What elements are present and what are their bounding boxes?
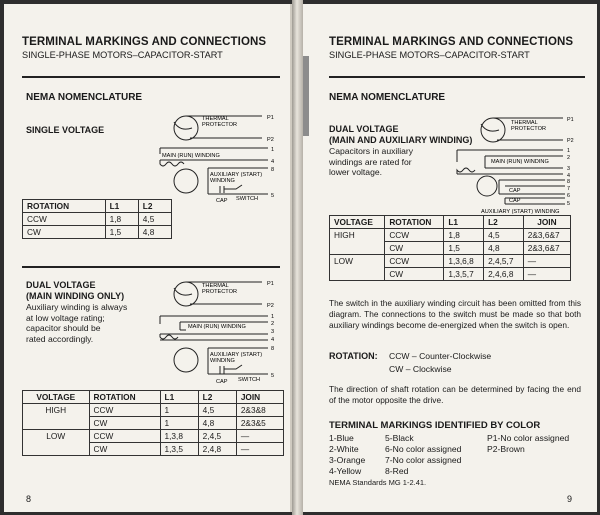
table-cell: 2,4,8 xyxy=(198,443,236,456)
table-cell xyxy=(330,268,385,281)
color-item: 7-No color assigned xyxy=(385,455,462,465)
single-voltage-heading: SINGLE VOLTAGE xyxy=(26,125,105,135)
terminal-4: 4 xyxy=(567,173,570,179)
table-row xyxy=(23,226,172,239)
table-header: L2 xyxy=(138,200,171,213)
aux-winding-label-2: WINDING xyxy=(210,178,235,184)
terminal-8: 8 xyxy=(567,179,570,185)
dual-voltage-note xyxy=(26,302,127,344)
color-item: 2-White xyxy=(329,444,359,454)
table-cell: CW xyxy=(23,226,106,239)
table-cell: 1 xyxy=(160,417,198,430)
cap-label-2: CAP xyxy=(509,198,521,204)
color-item: 4-Yellow xyxy=(329,466,362,476)
section-divider xyxy=(22,266,280,268)
table-cell: CW xyxy=(89,417,160,430)
table-cell: CW xyxy=(385,242,444,255)
table-cell xyxy=(23,417,90,430)
page-number-left: 8 xyxy=(26,494,32,504)
table-row xyxy=(23,213,172,226)
color-item: 5-Black xyxy=(385,433,414,443)
table-row xyxy=(330,268,571,281)
shaft-direction-note: The direction of shaft rotation can be determined by facing the end of the motor opposite the drive. xyxy=(329,384,581,405)
table-cell xyxy=(330,242,385,255)
table-cell: LOW xyxy=(23,430,90,443)
table-cell: — xyxy=(523,255,570,268)
table-header-row xyxy=(23,391,284,404)
nema-nomenclature-heading: NEMA NOMENCLATURE xyxy=(26,92,143,103)
table-header: L1 xyxy=(160,391,198,404)
table-cell: CCW xyxy=(385,255,444,268)
table-cell: 4,8 xyxy=(484,242,524,255)
table-cell: 1,3,5 xyxy=(160,443,198,456)
terminal-2: 2 xyxy=(271,321,275,327)
aux-winding-label-1: AUXILIARY (START) xyxy=(210,352,263,358)
thermal-protector-label-2: PROTECTOR xyxy=(202,122,238,128)
single-voltage-table xyxy=(22,199,172,239)
table-cell: 1,5 xyxy=(105,226,138,239)
switch-label: SWITCH xyxy=(238,377,261,383)
thermal-protector-label-1: THERMAL xyxy=(202,283,229,289)
terminal-p1: P1 xyxy=(567,117,574,123)
table-cell: CCW xyxy=(89,430,160,443)
table-cell: 2&3&5 xyxy=(236,417,283,430)
table-row xyxy=(23,417,284,430)
nema-standards-reference: NEMA Standards MG 1-2.41. xyxy=(329,478,427,487)
table-header: L2 xyxy=(198,391,236,404)
dual-voltage-heading xyxy=(26,280,124,302)
table-cell: LOW xyxy=(330,255,385,268)
terminal-6: 6 xyxy=(567,193,570,199)
table-cell: 2,4,5 xyxy=(198,430,236,443)
table-row xyxy=(330,242,571,255)
rotation-label: ROTATION: xyxy=(329,351,378,361)
table-cell: 4,5 xyxy=(198,404,236,417)
aux-winding-label-1: AUXILIARY (START) xyxy=(210,172,263,178)
terminal-4: 4 xyxy=(271,159,275,165)
main-winding-label: MAIN (RUN) WINDING xyxy=(188,324,246,330)
right-page-subtitle: SINGLE-PHASE MOTORS–CAPACITOR-START xyxy=(329,50,530,60)
color-item: P2-Brown xyxy=(487,444,525,454)
table-header: VOLTAGE xyxy=(23,391,90,404)
table-header: ROTATION xyxy=(23,200,106,213)
left-page-title: TERMINAL MARKINGS AND CONNECTIONS xyxy=(22,36,267,48)
table-header: L1 xyxy=(444,216,484,229)
dual-voltage-heading-line-1: DUAL VOLTAGE xyxy=(26,280,96,290)
note-line: at low voltage rating; xyxy=(26,312,105,323)
color-list-col-2 xyxy=(385,433,461,477)
table-cell: CW xyxy=(89,443,160,456)
table-cell: 1,8 xyxy=(105,213,138,226)
terminal-1: 1 xyxy=(271,314,275,320)
table-header: L1 xyxy=(105,200,138,213)
section-divider xyxy=(329,76,585,78)
aux-winding-label: AUXILIARY (START) WINDING xyxy=(481,209,560,215)
table-header: JOIN xyxy=(236,391,283,404)
table-cell: 1,3,8 xyxy=(160,430,198,443)
table-cell: 1,3,6,8 xyxy=(444,255,484,268)
table-header: VOLTAGE xyxy=(330,216,385,229)
table-cell: CCW xyxy=(23,213,106,226)
dual-voltage-heading-line-2: (MAIN WINDING ONLY) xyxy=(26,291,125,301)
terminal-1: 1 xyxy=(271,147,275,153)
thermal-protector-label-2: PROTECTOR xyxy=(511,126,547,132)
color-item: 1-Blue xyxy=(329,433,354,443)
table-cell: 4,8 xyxy=(198,417,236,430)
color-item: 6-No color assigned xyxy=(385,444,462,454)
table-header-row xyxy=(23,200,172,213)
terminal-8: 8 xyxy=(271,346,275,352)
dual-voltage-note xyxy=(329,146,413,178)
terminal-p1: P1 xyxy=(267,281,274,287)
table-cell: CCW xyxy=(385,229,444,242)
page-edge-tab xyxy=(303,56,309,136)
single-voltage-wiring-diagram xyxy=(150,108,280,208)
thermal-protector-label-1: THERMAL xyxy=(511,120,538,126)
table-cell: 2&3&8 xyxy=(236,404,283,417)
table-cell: 1,8 xyxy=(444,229,484,242)
terminal-4: 4 xyxy=(271,337,275,343)
terminal-3: 3 xyxy=(271,329,275,335)
table-cell: HIGH xyxy=(330,229,385,242)
dual-voltage-main-aux-table xyxy=(329,215,571,281)
color-item: P1-No color assigned xyxy=(487,433,570,443)
table-cell: 1 xyxy=(160,404,198,417)
book-spine xyxy=(292,0,303,515)
dual-voltage-heading-line-2: (MAIN AND AUXILIARY WINDING) xyxy=(329,135,473,145)
terminal-5: 5 xyxy=(567,201,570,207)
table-cell: 4,5 xyxy=(138,213,171,226)
color-item: 8-Red xyxy=(385,466,409,476)
terminal-5: 5 xyxy=(271,193,275,199)
main-winding-label: MAIN (RUN) WINDING xyxy=(162,153,220,159)
table-cell: — xyxy=(236,430,283,443)
table-header-row xyxy=(330,216,571,229)
terminal-8: 8 xyxy=(271,167,275,173)
table-cell: CW xyxy=(385,268,444,281)
terminal-2: 2 xyxy=(567,155,570,161)
rotation-ccw: CCW – Counter-Clockwise xyxy=(389,351,492,361)
right-page-title: TERMINAL MARKINGS AND CONNECTIONS xyxy=(329,36,574,48)
right-page xyxy=(303,4,597,512)
table-cell: 2,4,5,7 xyxy=(484,255,524,268)
table-row xyxy=(23,404,284,417)
table-cell: HIGH xyxy=(23,404,90,417)
rotation-cw: CW – Clockwise xyxy=(389,364,452,374)
terminal-3: 3 xyxy=(567,166,570,172)
table-row xyxy=(330,229,571,242)
note-line: windings are rated for xyxy=(329,156,412,167)
table-header: JOIN xyxy=(523,216,570,229)
note-line: capacitor should be xyxy=(26,323,101,333)
table-row xyxy=(23,443,284,456)
aux-winding-label-2: WINDING xyxy=(210,358,235,364)
dual-voltage-wiring-diagram xyxy=(150,278,280,390)
color-item: 3-Orange xyxy=(329,455,366,465)
table-cell: 2,4,6,8 xyxy=(484,268,524,281)
nema-nomenclature-heading: NEMA NOMENCLATURE xyxy=(329,92,446,103)
terminal-p2: P2 xyxy=(567,138,574,144)
switch-label: SWITCH xyxy=(236,196,259,202)
switch-omitted-note: The switch in the auxiliary winding circuit has been omitted from this diagram. The connections to the switch must be made so that both auxiliary windings become de-energized when the switch is open. xyxy=(329,298,581,330)
note-line: Capacitors in auxiliary xyxy=(329,146,414,156)
table-row xyxy=(23,430,284,443)
terminal-5: 5 xyxy=(271,373,275,379)
thermal-protector-label-1: THERMAL xyxy=(202,116,229,122)
note-line: rated accordingly. xyxy=(26,333,94,344)
table-cell: CCW xyxy=(89,404,160,417)
terminal-p2: P2 xyxy=(267,303,274,309)
terminal-1: 1 xyxy=(567,148,570,154)
table-header: ROTATION xyxy=(89,391,160,404)
table-cell: — xyxy=(523,268,570,281)
cap-label: CAP xyxy=(216,379,228,385)
table-cell: 2&3,6&7 xyxy=(523,229,570,242)
table-cell: 1,3,5,7 xyxy=(444,268,484,281)
table-cell xyxy=(23,443,90,456)
table-cell: 2&3,6&7 xyxy=(523,242,570,255)
table-row xyxy=(330,255,571,268)
note-line: lower voltage. xyxy=(329,167,383,177)
table-cell: — xyxy=(236,443,283,456)
cap-label: CAP xyxy=(509,188,521,194)
table-header: L2 xyxy=(484,216,524,229)
terminal-p1: P1 xyxy=(267,115,274,121)
table-header: ROTATION xyxy=(385,216,444,229)
dual-voltage-heading-line-1: DUAL VOLTAGE xyxy=(329,124,399,134)
thermal-protector-label-2: PROTECTOR xyxy=(202,289,238,295)
dual-voltage-heading xyxy=(329,124,472,146)
table-cell: 4,5 xyxy=(484,229,524,242)
dual-voltage-table xyxy=(22,390,284,456)
dual-voltage-main-aux-wiring-diagram xyxy=(457,114,577,214)
table-cell: 4,8 xyxy=(138,226,171,239)
terminal-p2: P2 xyxy=(267,137,274,143)
section-divider xyxy=(22,76,280,78)
page-number-right: 9 xyxy=(567,494,573,504)
table-cell: 1,5 xyxy=(444,242,484,255)
left-page-subtitle: SINGLE-PHASE MOTORS–CAPACITOR-START xyxy=(22,50,223,60)
color-markings-heading: TERMINAL MARKINGS IDENTIFIED BY COLOR xyxy=(329,420,541,431)
left-page xyxy=(4,4,292,512)
terminal-7: 7 xyxy=(567,186,570,192)
note-line: Auxiliary winding is always xyxy=(26,302,128,312)
color-list-col-1 xyxy=(329,433,365,477)
color-list-col-3 xyxy=(487,433,569,455)
main-winding-label: MAIN (RUN) WINDING xyxy=(491,159,549,165)
cap-label: CAP xyxy=(216,198,228,204)
